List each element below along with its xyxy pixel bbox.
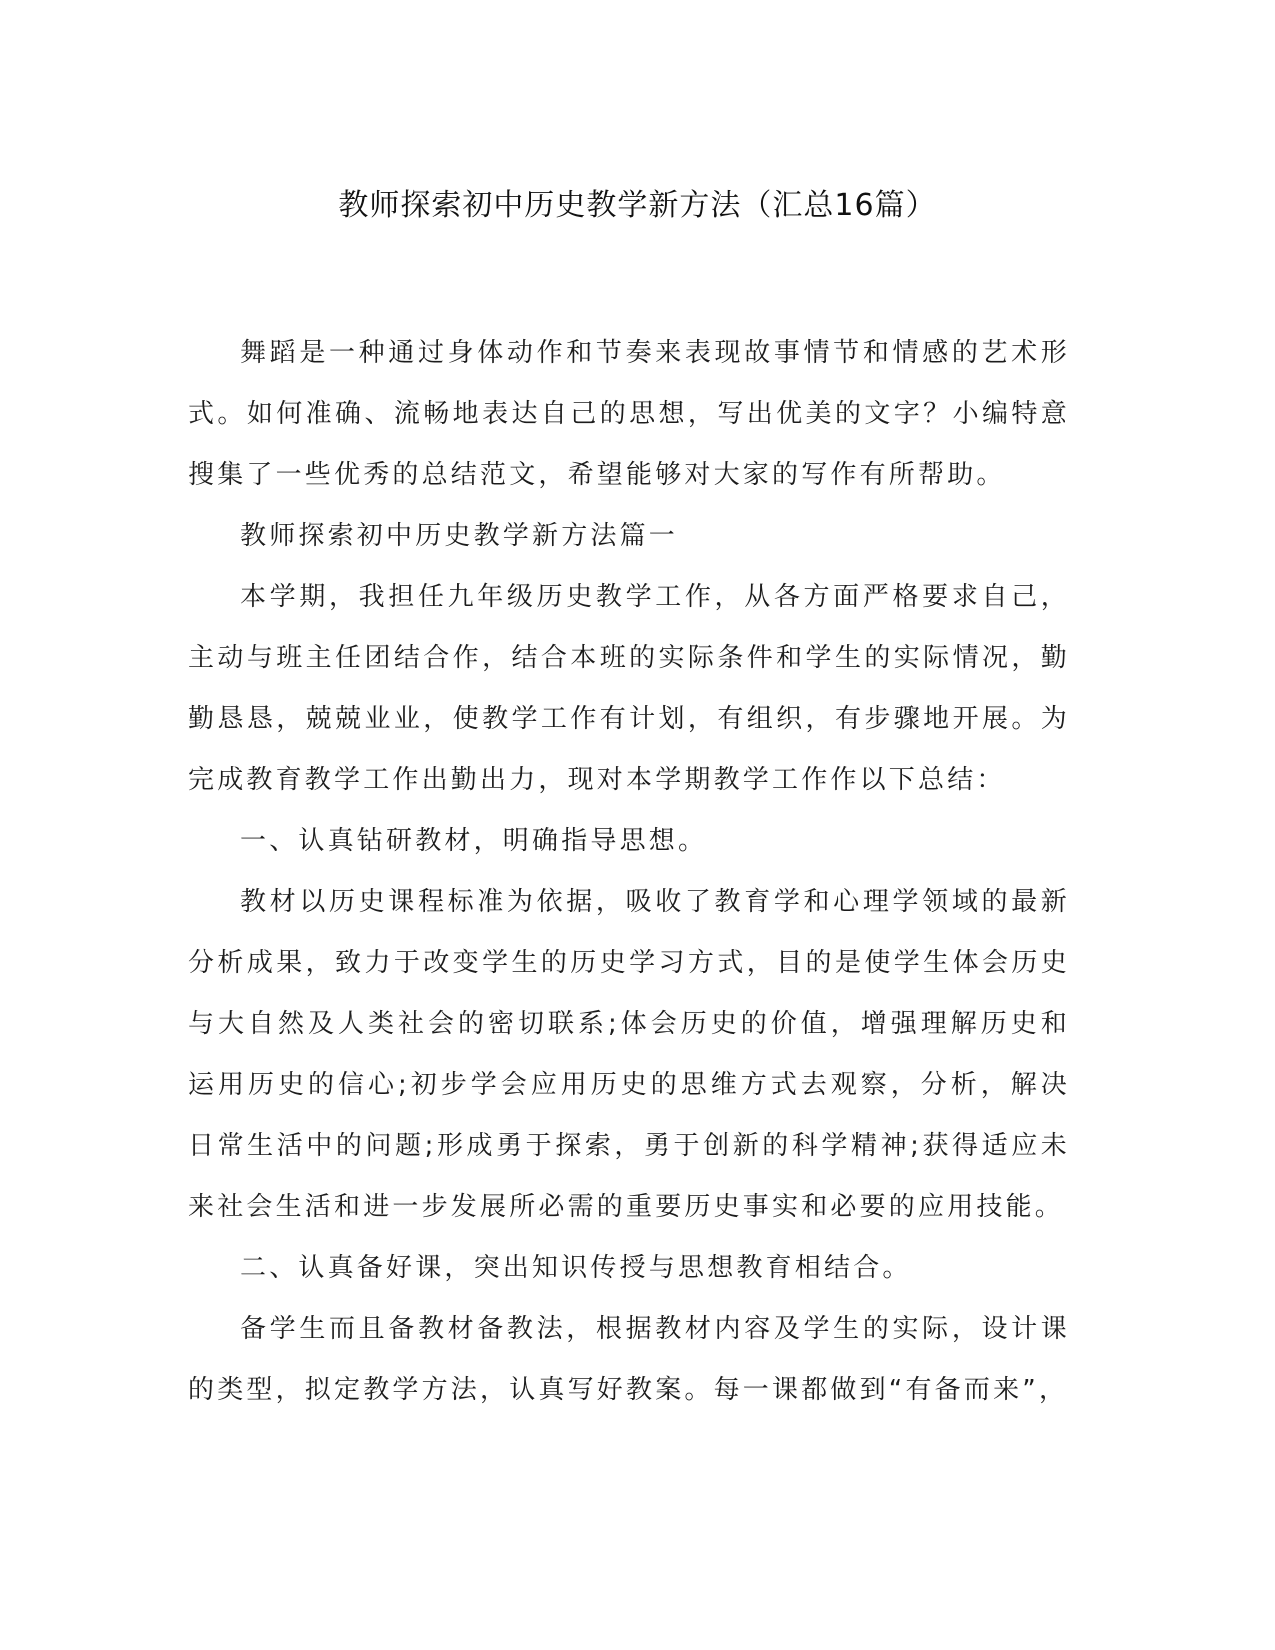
intro-paragraph: 舞蹈是一种通过身体动作和节奏来表现故事情节和情感的艺术形式。如何准确、流畅地表达自己的思想，写出优美的文字？小编特意搜集了一些优秀的总结范文，希望能够对大家的写作有所帮助。 bbox=[188, 338, 1070, 490]
subheading: 一、认真钻研教材，明确指导思想。 bbox=[240, 826, 708, 856]
document-body bbox=[188, 323, 1070, 1421]
body-paragraph: 备学生而且备教材备教法，根据教材内容及学生的实际，设计课的类型，拟定教学方法，认真写好教案。每一课都做到“有备而来”， bbox=[188, 1314, 1070, 1405]
section-heading: 教师探索初中历史教学新方法篇一 bbox=[240, 521, 679, 551]
subheading: 二、认真备好课，突出知识传授与思想教育相结合。 bbox=[240, 1253, 912, 1283]
body-paragraph: 教材以历史课程标准为依据，吸收了教育学和心理学领域的最新分析成果，致力于改变学生的历史学习方式，目的是使学生体会历史与大自然及人类社会的密切联系;体会历史的价值，增强理解历史和运用历史的信心;初步学会应用历史的思维方式去观察，分析，解决日常生活中的问题;形成勇于探索，勇于创新的科学精神;获得适应未来社会生活和进一步发展所必需的重要历史事实和必要的应用技能。 bbox=[188, 887, 1070, 1222]
document-title: 教师探索初中历史教学新方法（汇总16篇） bbox=[338, 188, 937, 223]
body-paragraph: 本学期，我担任九年级历史教学工作，从各方面严格要求自己，主动与班主任团结合作，结合本班的实际条件和学生的实际情况，勤勤恳恳，兢兢业业，使教学工作有计划，有组织，有步骤地开展。为完成教育教学工作出勤出力，现对本学期教学工作作以下总结： bbox=[188, 582, 1070, 795]
